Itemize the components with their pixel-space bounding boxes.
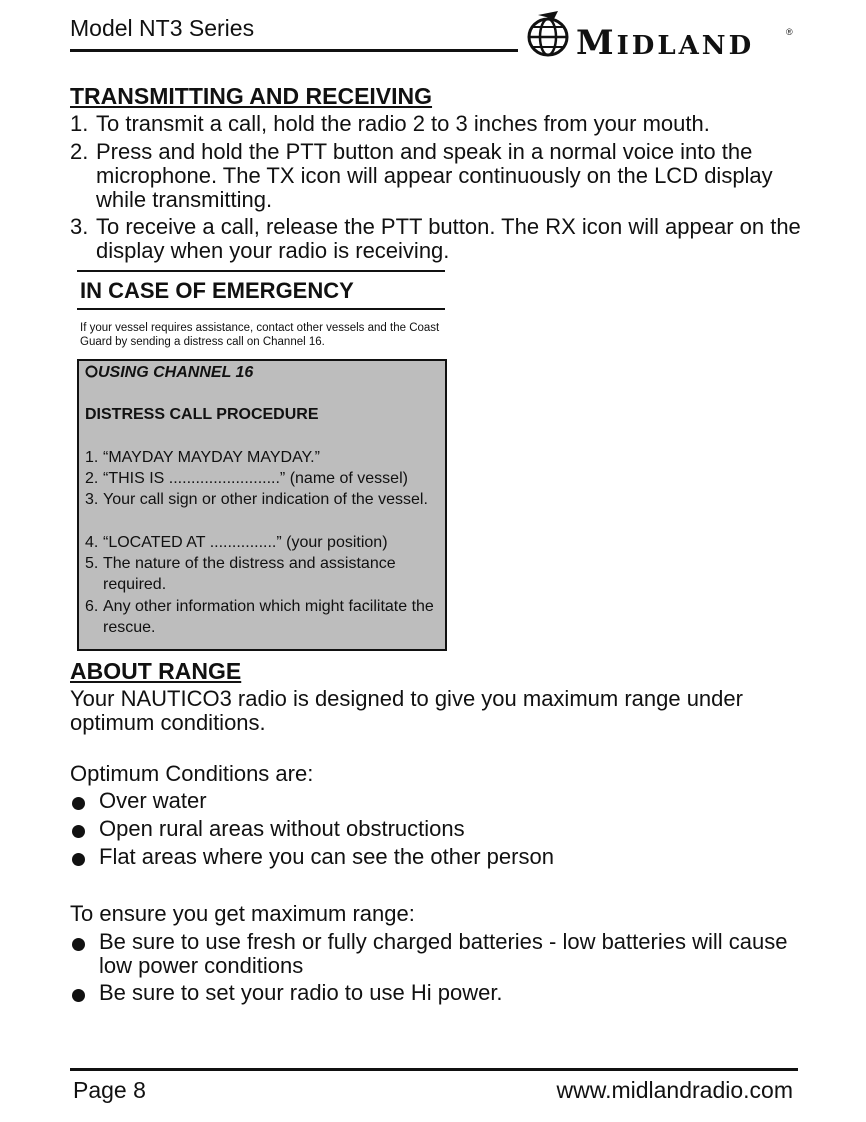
conditions-label: Optimum Conditions are: <box>70 761 314 786</box>
tip-text: Be sure to use fresh or fully charged batteries - low batteries will cause low power conditions <box>99 929 788 978</box>
step-text: “THIS IS .........................” (name of vessel) <box>103 470 408 487</box>
header-rule <box>70 49 518 52</box>
condition-text: Flat areas where you can see the other person <box>99 844 554 869</box>
item-number: 2. <box>70 139 89 164</box>
logo-first-letter: M <box>576 23 617 63</box>
step-text: Your call sign or other indication of the vessel. <box>103 491 428 508</box>
circle-bullet-icon <box>85 365 98 378</box>
step-number: 6. <box>85 598 99 615</box>
procedure-title: DISTRESS CALL PROCEDURE <box>85 406 319 423</box>
step-text: “LOCATED AT ...............” (your position) <box>103 534 388 551</box>
bullet-icon <box>72 797 85 810</box>
emergency-title-box <box>77 270 445 310</box>
logo-rest: IDLAND <box>616 31 755 61</box>
channel-heading <box>85 364 253 382</box>
item-text: To transmit a call, hold the radio 2 to 3 inches from your mouth. <box>96 111 710 136</box>
midland-logo <box>524 9 794 61</box>
range-intro: Your NAUTICO3 radio is designed to give you maximum range under optimum conditions. <box>70 686 743 735</box>
globe-icon <box>524 9 572 61</box>
step-number: 3. <box>85 491 99 508</box>
step-text: Any other information which might facilitate the rescue. <box>103 598 434 636</box>
step-number: 2. <box>85 470 99 487</box>
section-title-range: ABOUT RANGE <box>70 658 242 684</box>
footer-rule <box>70 1068 798 1071</box>
step-text: The nature of the distress and assistance required. <box>103 555 396 593</box>
bullet-icon <box>72 853 85 866</box>
step-text: “MAYDAY MAYDAY MAYDAY.” <box>103 449 320 466</box>
item-number: 3. <box>70 214 89 239</box>
page-number: Page 8 <box>73 1077 146 1103</box>
bullet-icon <box>72 938 85 951</box>
item-text: To receive a call, release the PTT button. The RX icon will appear on the display when your radio is receiving. <box>96 214 801 263</box>
website-url: www.midlandradio.com <box>556 1077 793 1103</box>
tip-text: Be sure to set your radio to use Hi power. <box>99 980 503 1005</box>
step-number: 1. <box>85 449 99 466</box>
item-text: Press and hold the PTT button and speak in a normal voice into the microphone. The TX icon will appear continuously on the LCD display while transmitting. <box>96 139 773 212</box>
bullet-icon <box>72 825 85 838</box>
bullet-icon <box>72 989 85 1002</box>
condition-text: Open rural areas without obstructions <box>99 816 465 841</box>
distress-procedure-box <box>77 359 447 651</box>
channel-heading-text: USING CHANNEL 16 <box>98 364 254 381</box>
item-number: 1. <box>70 111 89 136</box>
section-title-transmitting: TRANSMITTING AND RECEIVING <box>70 83 433 109</box>
condition-text: Over water <box>99 788 207 813</box>
emergency-note: If your vessel requires assistance, contact other vessels and the Coast Guard by sending a distress call on Channel 16. <box>80 322 440 348</box>
model-series-label: Model NT3 Series <box>70 15 255 41</box>
ensure-label: To ensure you get maximum range: <box>70 901 415 926</box>
step-number: 5. <box>85 555 99 572</box>
registered-mark: ® <box>786 27 793 37</box>
logo-wordmark <box>576 23 754 63</box>
emergency-title: IN CASE OF EMERGENCY <box>80 278 354 303</box>
step-number: 4. <box>85 534 99 551</box>
